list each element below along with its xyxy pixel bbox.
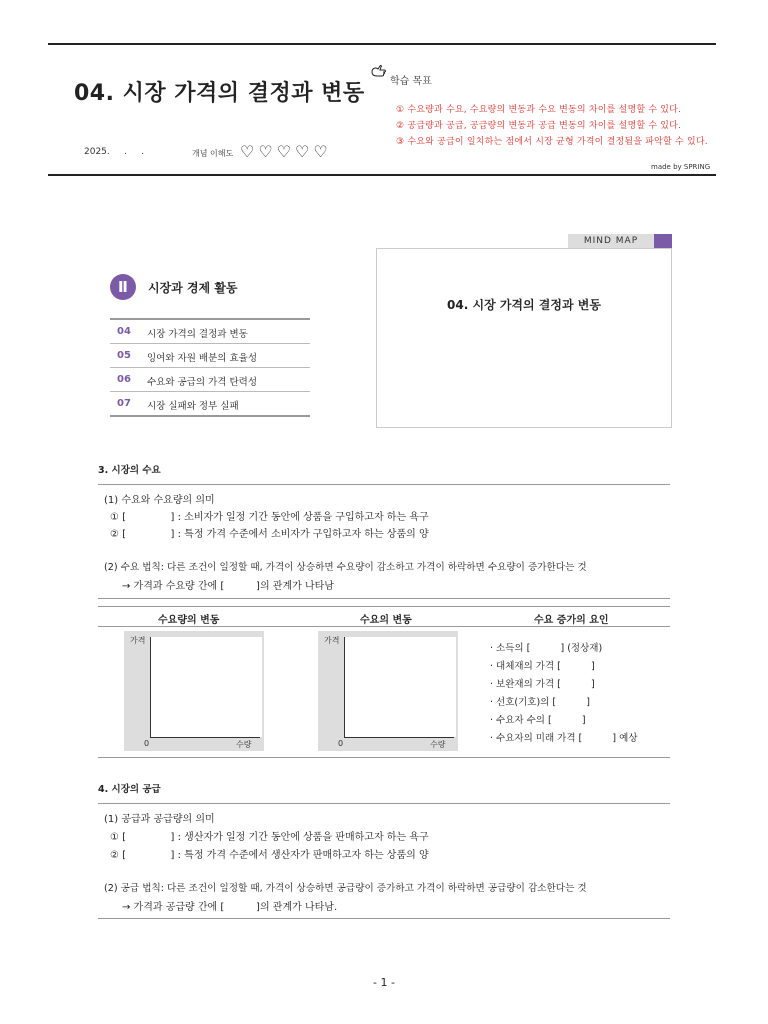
unit-rule — [110, 318, 310, 320]
chapter-divider — [110, 367, 310, 368]
graph-origin: 0 — [338, 739, 344, 748]
demand-factor: · 보완재의 가격 [ ] — [490, 679, 595, 690]
graph-x-label: 수량 — [430, 740, 446, 749]
table-header: 수요의 변동 — [360, 615, 412, 626]
demand-factor: · 수요자의 미래 가격 [ ] 예상 — [490, 733, 638, 744]
demand-factor: · 수요자 수의 [ ] — [490, 715, 586, 726]
top-rule — [48, 43, 716, 45]
demand-q1: (1) 수요와 수요량의 의미 — [104, 495, 215, 506]
unit-bottom-rule — [110, 415, 310, 417]
chapter-title: 시장 실패와 정부 실패 — [147, 401, 239, 412]
understanding-label: 개념 이해도 — [192, 149, 234, 158]
mindmap-box — [376, 248, 672, 428]
demand-heading: 3. 시장의 수요 — [98, 465, 161, 476]
demand-factor: · 대체재의 가격 [ ] — [490, 661, 595, 672]
mindmap-title: 04. 시장 가격의 결정과 변동 — [447, 298, 601, 312]
section-rule — [98, 803, 670, 804]
graph-x-label: 수량 — [236, 740, 252, 749]
table-top-rule — [98, 606, 670, 607]
demand-law: (2) 수요 법칙: 다른 조건이 일정할 때, 가격이 상승하면 수요량이 감소하고 가격이 하락하면 수요량이 증가한다는 것 — [104, 562, 587, 573]
demand-law-relation: → 가격과 수요량 간에 [ ]의 관계가 나타남 — [122, 581, 334, 592]
chapter-title: 수요와 공급의 가격 탄력성 — [147, 377, 258, 388]
date-field: 2025. . . — [84, 147, 145, 157]
section-rule — [98, 598, 670, 599]
supply-heading: 4. 시장의 공급 — [98, 784, 161, 795]
mindmap-tab-accent — [654, 234, 672, 248]
chapter-number: 04 — [117, 326, 131, 337]
chapter-divider — [110, 391, 310, 392]
demand-factor: · 소득의 [ ] (정상재) — [490, 643, 603, 654]
header-bottom-rule — [48, 174, 716, 176]
unit-name: 시장과 경제 활동 — [148, 281, 238, 295]
pointing-hand-icon — [370, 64, 388, 84]
page-number: - 1 - — [373, 976, 395, 989]
goal-item: ① 수요량과 수요, 수요량의 변동과 수요 변동의 차이를 설명할 수 있다. — [396, 105, 682, 115]
chapter-number: 07 — [117, 398, 131, 409]
chapter-number: 05 — [117, 350, 131, 361]
section-rule — [98, 918, 670, 919]
heart-rating-icons: ♡♡♡♡♡ — [240, 142, 332, 161]
unit-badge: Ⅱ — [110, 274, 136, 300]
supply-q1: (1) 공급과 공급량의 의미 — [104, 814, 215, 825]
graph-y-label: 가격 — [324, 636, 340, 645]
graph-origin: 0 — [144, 739, 150, 748]
demand-q1-a: ① [ ] : 소비자가 일정 기간 동안에 상품을 구입하고자 하는 욕구 — [110, 512, 429, 523]
mindmap-tab: MIND MAP — [568, 234, 654, 248]
made-by-credit: made by SPRING — [651, 163, 711, 171]
demand-change-graph — [318, 631, 458, 751]
chapter-title: 시장 가격의 결정과 변동 — [147, 329, 248, 340]
table-header: 수요 증가의 요인 — [534, 615, 609, 626]
goal-item: ③ 수요와 공급이 일치하는 점에서 시장 균형 가격이 결정됨을 파악할 수 있다. — [396, 137, 708, 147]
chapter-title: 잉여와 자원 배분의 효율성 — [147, 353, 258, 364]
table-header-rule — [98, 626, 670, 627]
graph-y-label: 가격 — [130, 636, 146, 645]
supply-law-relation: → 가격과 공급량 간에 [ ]의 관계가 나타남. — [122, 902, 338, 913]
goal-item: ② 공급량과 공급, 공급량의 변동과 공급 변동의 차이를 설명할 수 있다. — [396, 121, 682, 131]
supply-q1-b: ② [ ] : 특정 가격 수준에서 생산자가 판매하고자 하는 상품의 양 — [110, 850, 429, 861]
chapter-number: 06 — [117, 374, 131, 385]
chapter-divider — [110, 343, 310, 344]
demand-factor: · 선호(기호)의 [ ] — [490, 697, 590, 708]
page-title: 04. 시장 가격의 결정과 변동 — [74, 81, 365, 106]
supply-q1-a: ① [ ] : 생산자가 일정 기간 동안에 상품을 판매하고자 하는 욕구 — [110, 832, 429, 843]
demand-q1-b: ② [ ] : 특정 가격 수준에서 소비자가 구입하고자 하는 상품의 양 — [110, 529, 429, 540]
goal-label: 학습 목표 — [390, 76, 432, 87]
demand-quantity-change-graph — [124, 631, 264, 751]
section-rule — [98, 484, 670, 485]
table-header: 수요량의 변동 — [158, 615, 220, 626]
table-bottom-rule — [98, 757, 670, 758]
supply-law: (2) 공급 법칙: 다른 조건이 일정할 때, 가격이 상승하면 공급량이 증가하고 가격이 하락하면 공급량이 감소한다는 것 — [104, 883, 587, 894]
